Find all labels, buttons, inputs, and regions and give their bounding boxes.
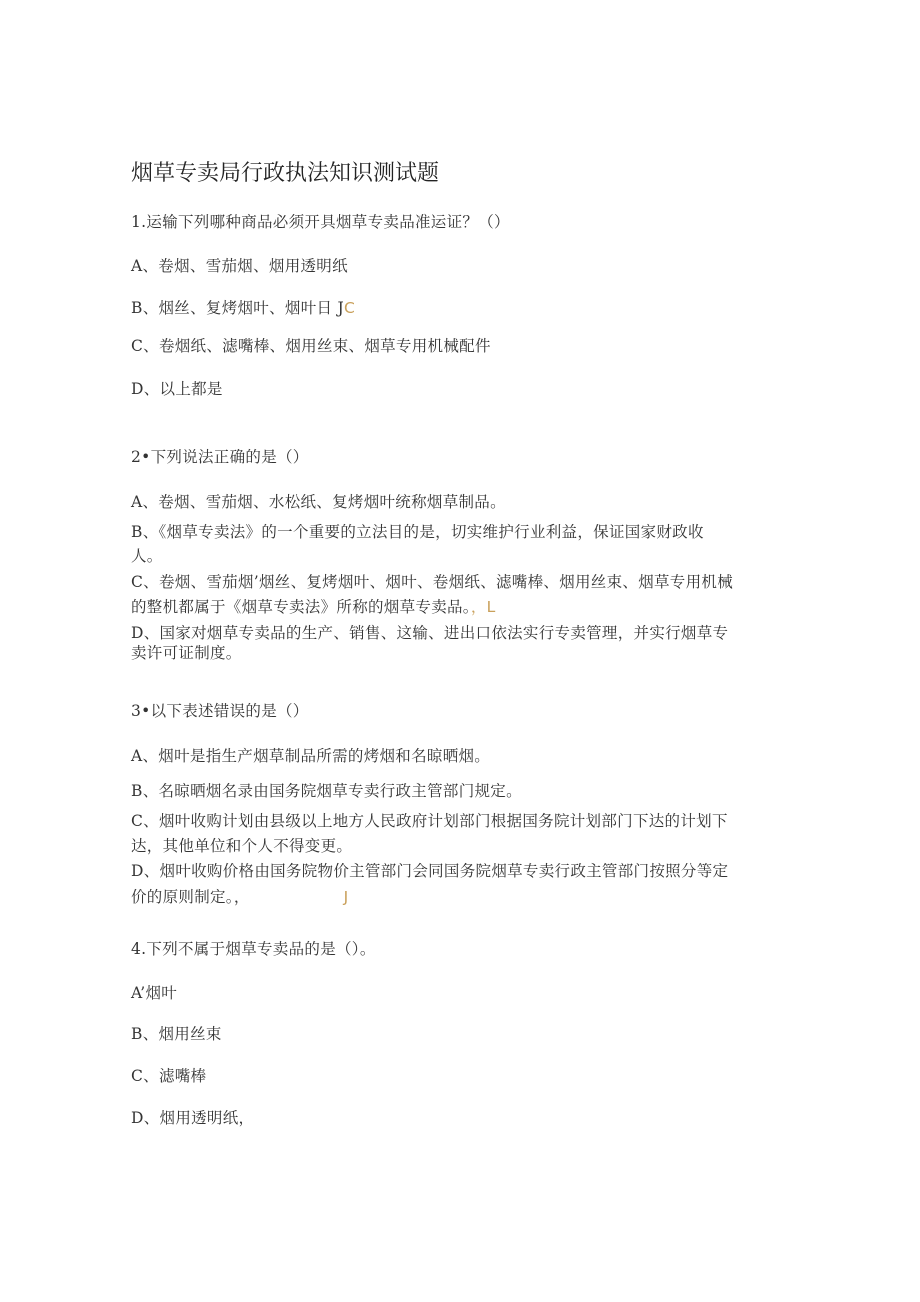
question-1-option-a: A、卷烟、雪茄烟、烟用透明纸 — [131, 257, 348, 275]
question-2-option-b-line-2: 人。 — [131, 547, 163, 565]
question-3-stem: 3•以下表述错误的是（） — [131, 702, 309, 720]
option-text: 价的原则制定。， — [131, 888, 250, 906]
question-2-option-d-line-2: 卖许可证制度。 — [131, 644, 242, 662]
document-title: 烟草专卖局行政执法知识测试题 — [131, 161, 440, 186]
option-text: B、烟丝、复烤烟叶、烟叶日 J — [131, 299, 345, 317]
question-2-option-d-line-1: D、国家对烟草专卖品的生产、销售、这输、进出口依法实行专卖管理，并实行烟草专 — [131, 624, 729, 642]
question-1-stem: 1.运输下列哪种商品必须开具烟草专卖品准运证？（） — [131, 213, 510, 231]
question-3-option-c-line-2: 达，其他单位和个人不得变更。 — [131, 837, 353, 855]
question-3-option-c-line-1: C、烟叶收购计划由县级以上地方人民政府计划部门根据国务院计划部门下达的计划下 — [131, 812, 728, 830]
question-4-stem: 4.下列不属于烟草专卖品的是（）。 — [131, 940, 376, 958]
handwritten-mark: J — [343, 888, 349, 906]
question-1-option-c: C、卷烟纸、滤嘴棒、烟用丝束、烟草专用机械配件 — [131, 337, 491, 355]
question-4-option-c: C、滤嘴棒 — [131, 1067, 207, 1085]
option-text: 的整机都属于《烟草专卖法》所称的烟草专卖品。 — [131, 598, 471, 616]
question-3-option-d-line-2 — [131, 885, 349, 907]
question-3-option-d-line-1: D、烟叶收购价格由国务院物价主管部门会同国务院烟草专卖行政主管部门按照分等定 — [131, 862, 729, 880]
question-3-option-b: B、名晾晒烟名录由国务院烟草专卖行政主管部门规定。 — [131, 782, 522, 800]
question-2-option-c-line-1: C、卷烟、雪茄烟’烟丝、复烤烟叶、烟叶、卷烟纸、滤嘴棒、烟用丝束、烟草专用机械 — [131, 573, 733, 591]
question-4-option-b: B、烟用丝束 — [131, 1025, 222, 1043]
question-2-option-b-line-1: B、《烟草专卖法》的一个重要的立法目的是，切实维护行业利益，保证国家财政收 — [131, 523, 704, 541]
question-4-option-d: D、烟用透明纸， — [131, 1109, 255, 1127]
question-2-option-c-line-2 — [131, 595, 496, 617]
question-2-option-a: A、卷烟、雪茄烟、水松纸、复烤烟叶统称烟草制品。 — [131, 493, 506, 511]
handwritten-mark: ，L — [470, 598, 496, 616]
question-3-option-a: A、烟叶是指生产烟草制品所需的烤烟和名晾晒烟。 — [131, 747, 491, 765]
question-2-stem: 2•下列说法正确的是（） — [131, 448, 309, 466]
question-4-option-a: A’烟叶 — [131, 984, 178, 1002]
handwritten-mark: C — [344, 299, 356, 317]
question-1-option-d: D、以上都是 — [131, 380, 223, 398]
question-1-option-b — [131, 296, 355, 318]
